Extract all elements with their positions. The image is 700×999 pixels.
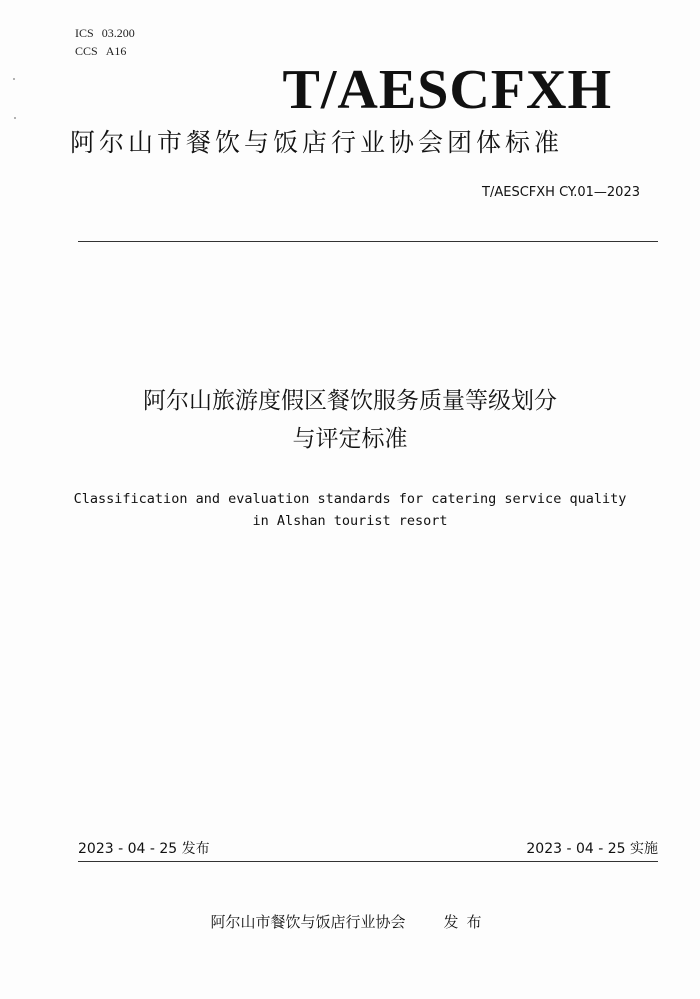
chinese-title-line-1: 阿尔山旅游度假区餐饮服务质量等级划分 [143, 388, 557, 414]
top-divider [78, 241, 658, 242]
english-title-line-1: Classification and evaluation standards for catering service quality [73, 491, 627, 507]
organization-code: T/AESCFXH [282, 59, 612, 121]
scan-speck [13, 78, 15, 80]
ccs-code: A16 [105, 44, 127, 58]
english-title-line-2: in Alshan tourist resort [252, 513, 448, 529]
publish-label: 发布 [443, 913, 490, 931]
ccs-line [75, 42, 135, 60]
english-title [0, 488, 700, 532]
publisher-name: 阿尔山市餐饮与饭店行业协会 [210, 913, 406, 931]
organization-standard-name: 阿尔山市餐饮与饭店行业协会团体标准 [70, 128, 564, 157]
chinese-title-line-2: 与评定标准 [292, 426, 408, 452]
publisher-line [0, 912, 700, 932]
issue-date: 2023 - 04 - 25 发布 [78, 841, 210, 857]
ics-label: ICS [75, 26, 94, 40]
bottom-divider [78, 861, 658, 862]
ics-line [75, 24, 135, 42]
ics-code: 03.200 [101, 26, 135, 40]
standard-number: T/AESCFXH CY.01—2023 [482, 185, 640, 200]
classification-codes [75, 24, 135, 60]
ccs-label: CCS [75, 44, 98, 58]
implementation-date: 2023 - 04 - 25 实施 [526, 841, 658, 857]
chinese-title [0, 382, 700, 458]
scan-speck [14, 117, 16, 119]
